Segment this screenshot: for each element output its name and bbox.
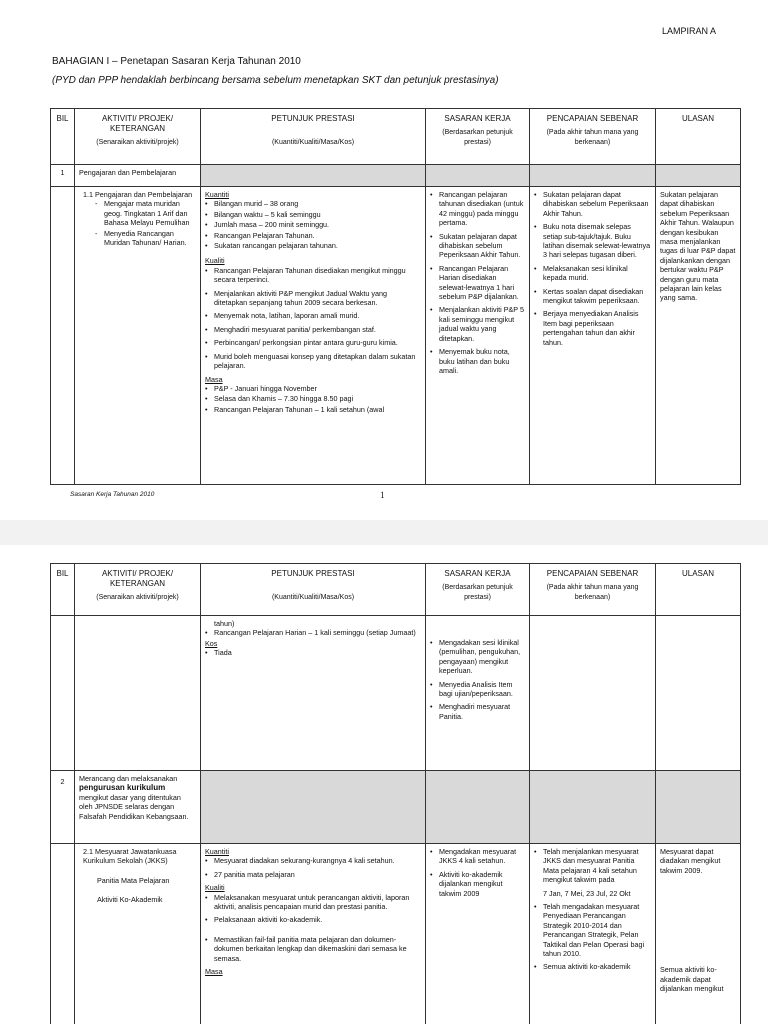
lampiran-label: LAMPIRAN A [661, 26, 716, 36]
row-2-1-aktiviti: 2.1 Mesyuarat Jawatankuasa Kurikulum Sekolah (JKKS) Panitia Mata Pelajaran Aktiviti Ko-Akademik [75, 844, 201, 1024]
row-1-1-sasaran: • Rancangan pelajaran tahunan disediakan (untuk 42 minggu) pada minggu pertama. • Sukatan pelajaran dapat dihabiskan sebelum Peperiksaan Akhir Tahun. • Rancangan Pelajaran Harian disediakan selewat-lewatnya 1 hari sebelum P&P dijalankan. • Menjalankan aktiviti P&P 5 kali seminggu mengikut jadual waktu yang ditetapkan. • Menyemak buku nota, buku latihan dan buku amali. [426, 187, 530, 485]
page-footer: Sasaran Kerja Tahunan 2010 [70, 491, 155, 498]
header-aktiviti: AKTIVITI/ PROJEK/ KETERANGAN (Senaraikan aktiviti/projek) [75, 564, 201, 616]
page-2 [0, 545, 768, 1024]
list-item: - Menyedia Rancangan Muridan Tahunan/ Harian. [95, 229, 196, 248]
page-number: 1 [380, 490, 385, 500]
row-2-aktiviti: Merancang dan melaksanakan pengurusan kurikulum mengikut dasar yang ditentukan oleh JPNSDE selaras dengan Falsafah Pendidikan Kebangsaan. [75, 771, 201, 844]
header-ulasan: ULASAN [656, 564, 741, 616]
row-1-1-ulasan: Sukatan pelajaran dapat dihabiskan sebelum Peperiksaan Akhir Tahun. Walaupun dengan kesibukan masa menjalankan tugas di luar P&P dapat dijalankankan dengan bertukar waktu P&P dengan guru mata pelajaran lain kelas yang sama. [656, 187, 741, 485]
row-1-cont-sasaran: • Mengadakan sesi klinikal (pemulihan, pengukuhan, pengayaan) mengikut keperluan. • Menyedia Analisis Item bagi ujian/peperiksaan. • Menghadiri mesyuarat Panitia. [426, 616, 530, 771]
list-item: - Mengajar mata muridan geog. Tingkatan 1 Arif dan Bahasa Melayu Pemulihan [95, 199, 196, 227]
skt-table-page2 [50, 563, 741, 1024]
row-2-1-ulasan: Mesyuarat dapat diadakan mengikut takwim 2009. Semua aktiviti ko-akademik dapat dijalankan mengikut [656, 844, 741, 1024]
row-1-continued [51, 616, 741, 771]
section-title: BAHAGIAN I – Penetapan Sasaran Kerja Tahunan 2010 [52, 56, 301, 67]
header-pencapaian: PENCAPAIAN SEBENAR (Pada akhir tahun mana yang berkenaan) [530, 564, 656, 616]
section-subtitle: (PYD dan PPP hendaklah berbincang bersama sebelum menetapkan SKT dan petunjuk prestasinya) [52, 75, 499, 86]
row-1-1-pencapaian: • Sukatan pelajaran dapat dihabiskan sebelum Peperiksaan Akhir Tahun. • Buku nota disemak selepas setiap sub-tajuk/tajuk. Buku latihan disemak selewat-lewatnya 3 hari selepas tugasan diberi. • Melaksanakan sesi klinikal kepada murid. • Kertas soalan dapat disediakan mengikut takwim peperiksaan. • Berjaya menyediakan Analisis Item bagi peperiksaan pertengahan tahun dan akhir tahun. [530, 187, 656, 485]
row-2-title [51, 771, 741, 844]
row-1-1-aktiviti: 1.1 Pengajaran dan Pembelajaran - Mengajar mata muridan geog. Tingkatan 1 Arif dan Bahasa Melayu Pemulihan - Menyedia Rancangan Muridan Tahunan/ Harian. [75, 187, 201, 485]
row-2-1-petunjuk: Kuantiti • Mesyuarat diadakan sekurang-kurangnya 4 kali setahun. • 27 panitia mata pelajaran Kualiti • Melaksanakan mesyuarat untuk perancangan aktiviti, laporan aktiviti, analisis pencapaian murid dan prestasi panitia. • Pelaksanaan aktiviti ko-akademik. • Memastikan fail-fail panitia mata pelajaran dan dokumen-dokumen berkaitan lengkap dan dikemaskini dari semasa ke semasa. Masa [201, 844, 426, 1024]
page-gap [0, 520, 768, 545]
row-1-1-petunjuk: Kuantiti • Bilangan murid – 38 orang • Bilangan waktu – 5 kali seminggu • Jumlah masa – 200 minit seminggu. • Rancangan Pelajaran Tahunan. • Sukatan rancangan pelajaran tahunan. Kualiti • Rancangan Pelajaran Tahunan disediakan mengikut minggu secara terperinci. • Menjalankan aktiviti P&P mengikut Jadual Waktu yang ditetapkan sepanjang tahun 2009 secara berkesan. • Menyemak nota, latihan, laporan amali murid. • Menghadiri mesyuarat panitia/ perkembangan staf. • Perbincangan/ perkongsian pintar antara guru-guru kimia. • Murid boleh menguasai konsep yang ditetapkan dalam sukatan pelajaran. Masa • P&P - Januari hingga November • Selasa dan Khamis – 7.30 hingga 8.50 pagi • Rancangan Pelajaran Tahunan – 1 kali setahun (awal [201, 187, 426, 485]
header-pencapaian: PENCAPAIAN SEBENAR (Pada akhir tahun mana yang berkenaan) [530, 109, 656, 165]
row-2-1-sasaran: • Mengadakan mesyuarat JKKS 4 kali setahun. • Aktiviti ko-akademik dijalankan mengikut takwim 2009 [426, 844, 530, 1024]
row-2-bil: 2 [51, 771, 75, 844]
header-sasaran: SASARAN KERJA (Berdasarkan petunjuk prestasi) [426, 109, 530, 165]
header-sasaran: SASARAN KERJA (Berdasarkan petunjuk prestasi) [426, 564, 530, 616]
header-bil: BIL [51, 109, 75, 165]
row-1-cont-petunjuk: tahun) • Rancangan Pelajaran Harian – 1 kali seminggu (setiap Jumaat) Kos • Tiada [201, 616, 426, 771]
header-petunjuk: PETUNJUK PRESTASI (Kuantiti/Kualiti/Masa/Kos) [201, 564, 426, 616]
skt-table-page1 [50, 108, 741, 485]
header-bil: BIL [51, 564, 75, 616]
header-aktiviti: AKTIVITI/ PROJEK/ KETERANGAN (Senaraikan aktiviti/projek) [75, 109, 201, 165]
row-1-aktiviti: Pengajaran dan Pembelajaran [75, 165, 201, 187]
row-1-1 [51, 187, 741, 485]
row-2-1 [51, 844, 741, 1024]
row-2-1-pencapaian: • Telah menjalankan mesyuarat JKKS dan mesyuarat Panitia Mata pelajaran 4 kali setahun mengikut takwim pada 7 Jan, 7 Mei, 23 Jul, 22 Okt • Telah mengadakan mesyuarat Penyediaan Perancangan Strategik 2010-2014 dan Perancangan Strategik, Pelan Taktikal dan Pelan Operasi bagi tahun 2010. • Semua aktiviti ko-akademik [530, 844, 656, 1024]
row-1-title [51, 165, 741, 187]
header-ulasan: ULASAN [656, 109, 741, 165]
row-1-bil: 1 [51, 165, 75, 187]
header-petunjuk: PETUNJUK PRESTASI (Kuantiti/Kualiti/Masa/Kos) [201, 109, 426, 165]
